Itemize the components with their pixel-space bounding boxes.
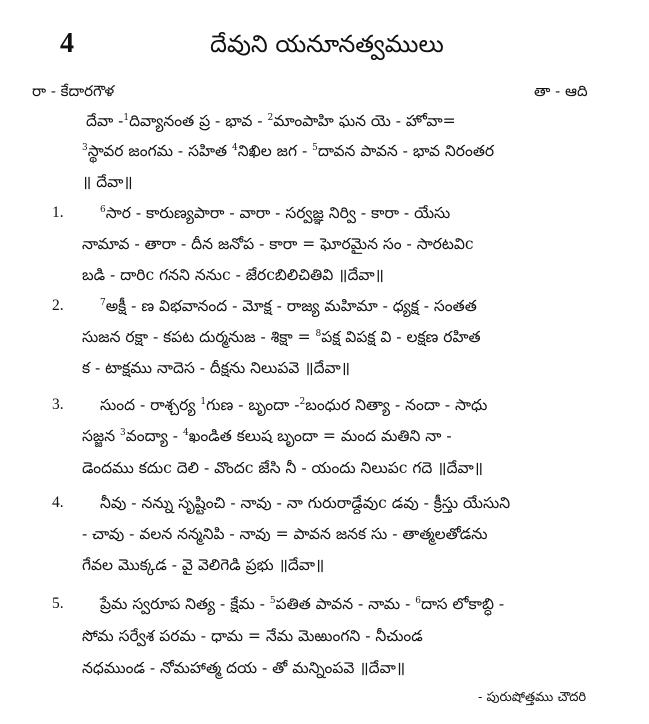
- song-number: 4: [60, 28, 74, 59]
- pallavi-line: దేవా -$^1$దివ్యానంత ప్ర - భావ - $^2$మాంపాహి ఘన యె - హోవా=: [86, 112, 456, 130]
- stanza-line: సజ్జన $^3$వంద్యా - $^4$ఖండిత కలుష బృందా = మంద మతిని నా -: [82, 427, 452, 445]
- author-credit: - పురుషోత్తము చౌదరి: [478, 690, 587, 705]
- stanza-line: $^7$అక్షీ - ణ విభవానంద - మోక్ష - రాజ్య మహిమా - ధ్యక్ష - సంతత: [100, 297, 477, 315]
- stanza-line: నధముండ - నోమహాత్మ దయ - తో మన్నింపవె ॥దేవా॥: [82, 659, 406, 677]
- tala-label: తా - ఆది: [534, 82, 588, 100]
- stanza-number: 3.: [52, 396, 64, 413]
- pallavi-line: $^3$స్థావర జంగమ - సహిత $^4$నిఖిల జగ - $^5$దావన పావన - భావ నిరంతర: [82, 142, 495, 160]
- stanza-line: బడి - దారిc గనని ననుc - జేరcబిలిచితివి ॥దేవా॥: [82, 266, 384, 284]
- stanza-line: సుంద - రాశ్చర్య $^1$గుణ - బృందా -$^2$బంధుర నిత్యా - నందా - సాధు: [100, 396, 488, 414]
- stanza-number: 5.: [52, 595, 64, 612]
- stanza-line: - చావు - వలన నన్మనిపి - నావు = పావన జనక సు - తాత్మలతోడను: [82, 525, 488, 543]
- stanza-line: క - టాక్షము నాదెస - దీక్షను నిలుపవె ॥దేవా॥: [82, 359, 351, 377]
- stanza-number: 4.: [52, 494, 64, 511]
- stanza-line: సుజన రక్షా - కపట దుర్మనుజ - శిక్షా = $^8$పక్ష విపక్ష వి - లక్షణ రహిత: [82, 328, 481, 346]
- stanza-line: గేవల మొక్కడ - వై వెలిగెడి ప్రభు ॥దేవా॥: [82, 556, 325, 574]
- song-title: దేవుని యనూనత్వములు: [210, 30, 444, 58]
- raga-label: రా - కేదారగౌళ: [32, 82, 115, 100]
- stanza-line: ప్రేమ స్వరూప నిత్య - క్షేమ - $^5$పతిత పావన - నామ - $^6$దాస లోకాబ్ధి -: [100, 595, 505, 613]
- stanza-line: సోమ సర్వేశ పరమ - ధామ = నేమ మెఱుంగని - నీచుండ: [82, 627, 423, 645]
- stanza-line: డెందము కదుc దెలి - వొందc జేసి నీ - యందు నిలుపc గదె ॥దేవా॥: [82, 459, 484, 477]
- stanza-line: నీవు - నన్ను సృష్టించి - నావు - నా గురురాడ్దేవుc డవు - క్రీస్తు యేసుని: [100, 494, 511, 512]
- stanza-line: $^6$సార - కారుణ్యపారా - వారా - సర్వజ్ఞ నిర్వి - కారా - యేసు: [100, 204, 451, 222]
- stanza-number: 2.: [52, 297, 64, 314]
- stanza-line: నామావ - తారా - దీన జనోప - కారా = ఘోరమైన సం - సారటవిc: [82, 235, 474, 253]
- stanza-number: 1.: [52, 204, 64, 221]
- pallavi-line: ॥ దేవా॥: [82, 173, 133, 191]
